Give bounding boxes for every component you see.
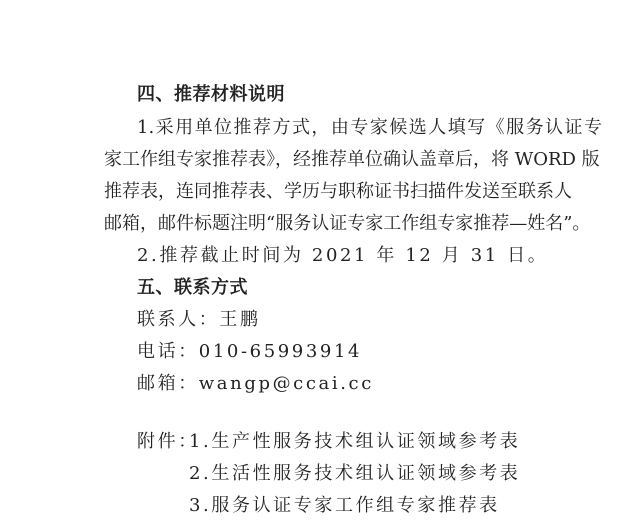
paragraph-line: 1.采用单位推荐方式，由专家候选人填写《服务认证专 [137, 117, 602, 138]
section5-heading: 五、联系方式 [137, 277, 248, 298]
attachment-item: 3.服务认证专家工作组专家推荐表 [189, 495, 500, 516]
section4-heading: 四、推荐材料说明 [137, 84, 285, 105]
attachments-label: 附件： [137, 431, 199, 452]
attachment-item: 2.生活性服务技术组认证领域参考表 [189, 463, 521, 484]
paragraph-line: 家工作组专家推荐表》，经推荐单位确认盖章后，将 WORD 版 [104, 149, 600, 170]
contact-email: 邮箱：wangp@ccai.cc [137, 373, 374, 394]
paragraph-line: 推荐表，连同推荐表、学历与职称证书扫描件发送至联系人 [104, 181, 572, 202]
paragraph-line: 邮箱，邮件标题注明“服务认证专家工作组专家推荐—姓名”。 [104, 213, 591, 234]
contact-phone: 电话：010-65993914 [137, 341, 363, 362]
deadline-text: 2.推荐截止时间为 2021 年 12 月 31 日。 [137, 245, 549, 266]
attachment-item: 1.生产性服务技术组认证领域参考表 [189, 431, 521, 452]
contact-person: 联系人：王鹏 [137, 309, 261, 330]
